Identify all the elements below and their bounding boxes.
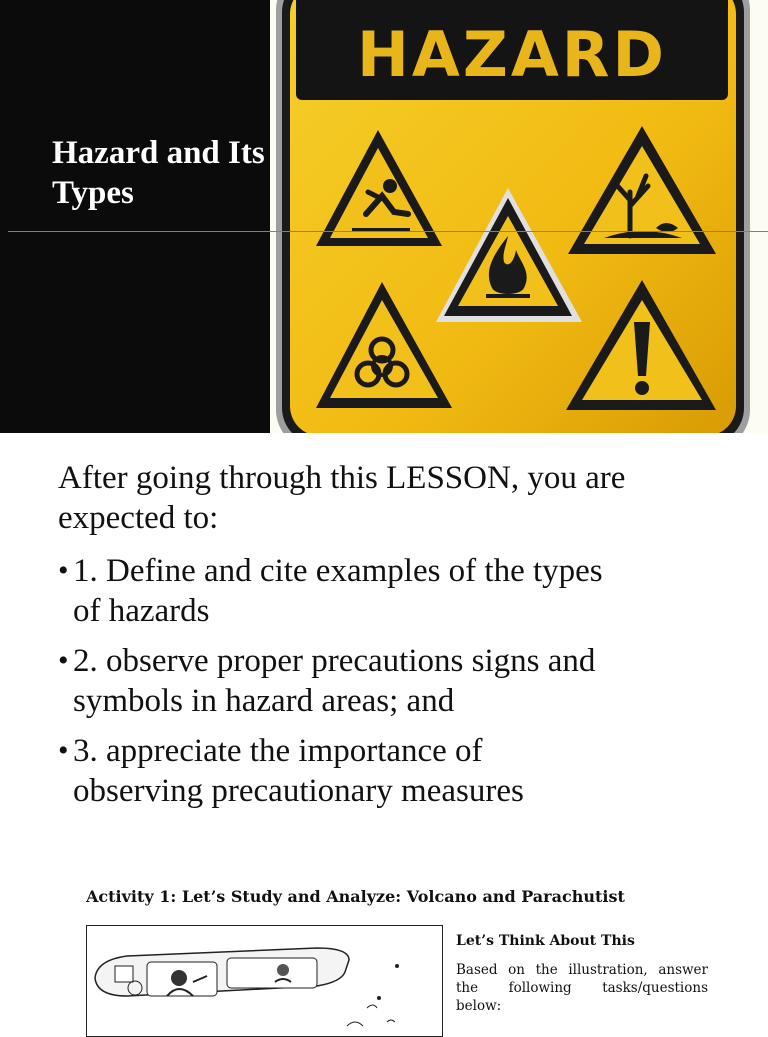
objectives-slide	[0, 433, 768, 853]
title-slide	[0, 0, 768, 433]
objective-line2: observing precautionary measures	[73, 773, 524, 809]
slide-title	[52, 133, 352, 213]
bullet-icon: •	[58, 554, 69, 587]
sign-heading: HAZARD	[356, 18, 668, 91]
hazard-sign-image	[270, 0, 768, 433]
objective-item	[58, 731, 738, 811]
objective-line1: 1. Define and cite examples of the types	[73, 553, 603, 589]
intro-line2: expected to:	[58, 500, 219, 536]
intro-line1: After going through this LESSON, you are	[58, 460, 626, 496]
slide-title-line2: Types	[52, 175, 134, 211]
think-about-this-text	[456, 961, 708, 1015]
objective-line1: 2. observe proper precautions signs and	[73, 643, 596, 679]
think-line2: the following tasks/questions	[456, 980, 708, 996]
think-line3: below:	[456, 998, 502, 1014]
volcano-parachutist-illustration	[86, 925, 443, 1037]
objective-line2: of hazards	[73, 593, 210, 629]
objectives-intro	[58, 458, 718, 538]
activity-title: Activity 1: Let’s Study and Analyze: Volcano and Parachutist	[86, 887, 625, 906]
title-divider	[8, 231, 768, 232]
objective-item	[58, 551, 738, 631]
think-about-this-heading: Let’s Think About This	[456, 933, 635, 949]
bullet-icon: •	[58, 734, 69, 767]
objective-line2: symbols in hazard areas; and	[73, 683, 455, 719]
think-line1: Based on the illustration, answer	[456, 962, 708, 978]
bullet-icon: •	[58, 644, 69, 677]
objective-line1: 3. appreciate the importance of	[73, 733, 483, 769]
objective-item	[58, 641, 738, 721]
slide-title-line1: Hazard and Its	[52, 135, 265, 171]
activity-page	[0, 853, 768, 1024]
